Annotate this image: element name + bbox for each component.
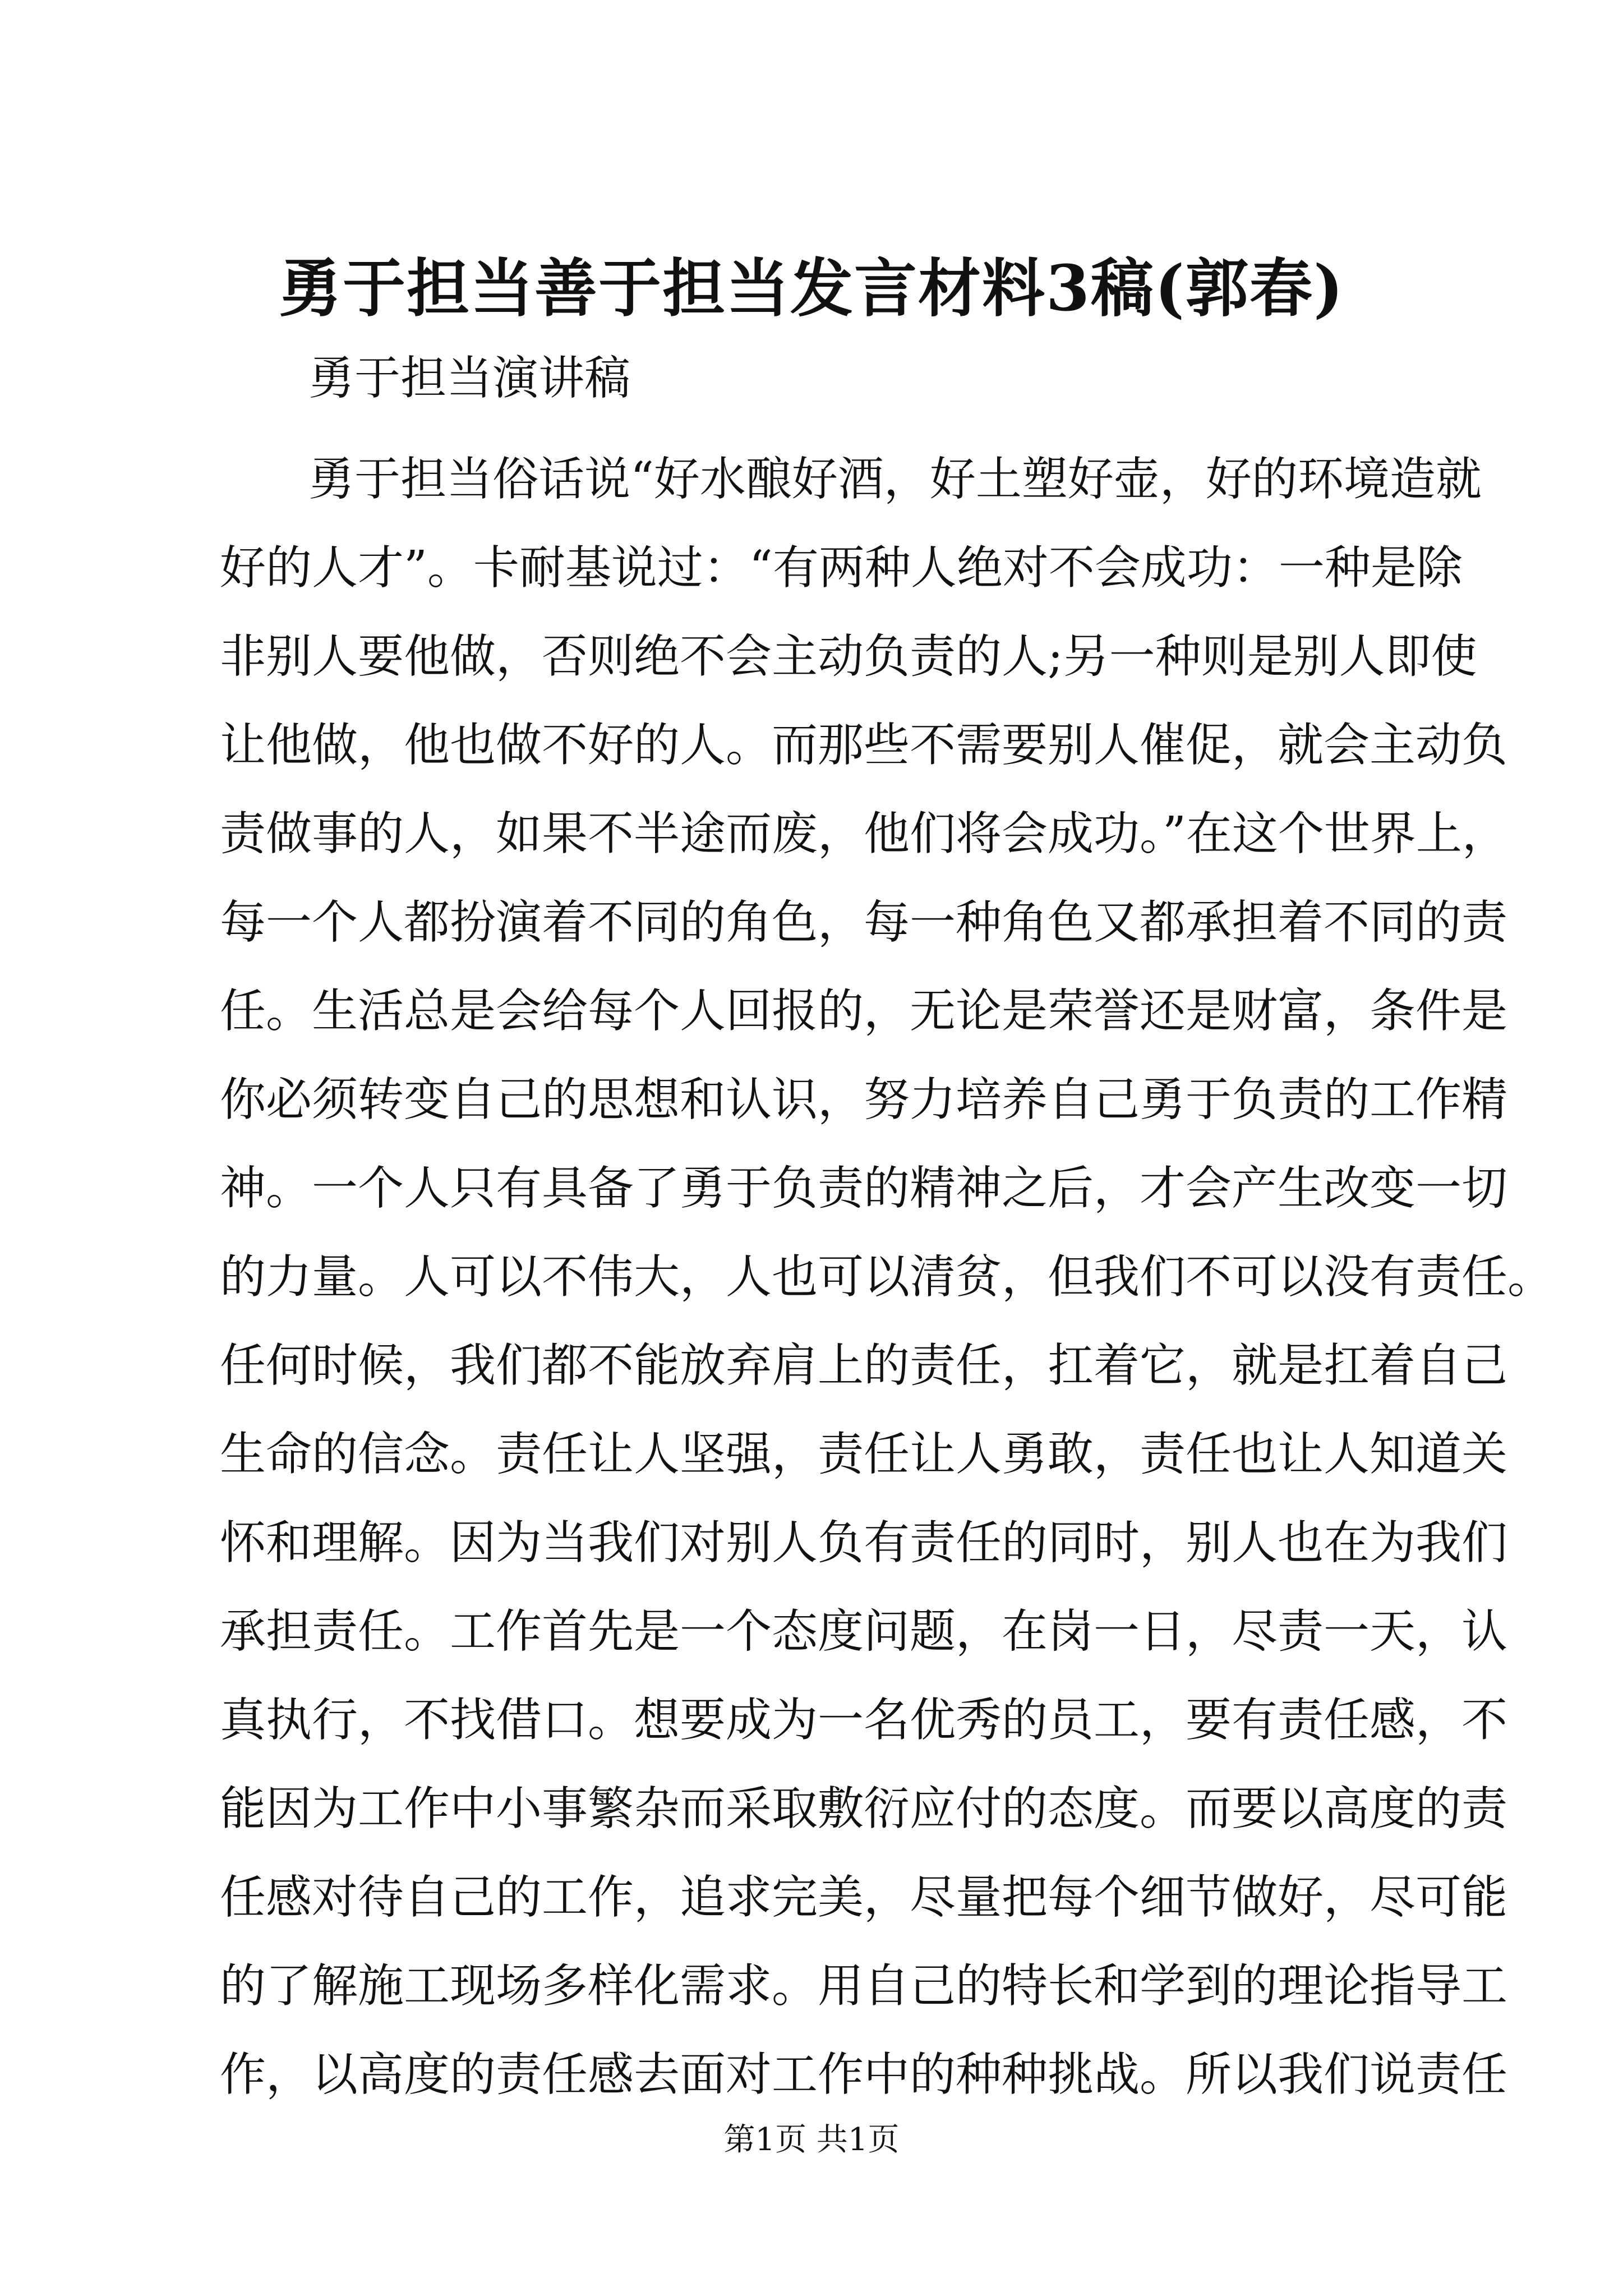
body-line: 真执行，不找借口。想要成为一名优秀的员工，要有责任感，不	[220, 1694, 1508, 1747]
body-line: 生命的信念。责任让人坚强，责任让人勇敢，责任也让人知道关	[220, 1428, 1508, 1481]
page-number-footer: 第1页 共1页	[723, 2122, 900, 2158]
body-line: 好的人才”。卡耐基说过：“有两种人绝对不会成功：一种是除	[220, 541, 1463, 595]
document-title: 勇于担当善于担当发言材料3稿(郭春)	[279, 252, 1344, 325]
document-subtitle: 勇于担当演讲稿	[308, 352, 631, 405]
body-line: 的了解施工现场多样化需求。用自己的特长和学到的理论指导工	[220, 1959, 1508, 2013]
body-line: 每一个人都扮演着不同的角色，每一种角色又都承担着不同的责	[220, 896, 1508, 949]
body-line: 你必须转变自己的思想和认识，努力培养自己勇于负责的工作精	[220, 1073, 1508, 1126]
body-line: 承担责任。工作首先是一个态度问题，在岗一日，尽责一天，认	[220, 1605, 1508, 1658]
body-line: 神。一个人只有具备了勇于负责的精神之后，才会产生改变一切	[220, 1162, 1508, 1215]
body-line: 非别人要他做，否则绝不会主动负责的人;另一种则是别人即使	[220, 630, 1477, 683]
body-line: 责做事的人，如果不半途而废，他们将会成功。”在这个世界上，	[220, 807, 1508, 861]
body-line: 能因为工作中小事繁杂而采取敷衍应付的态度。而要以高度的责	[220, 1782, 1508, 1835]
body-line: 让他做，他也做不好的人。而那些不需要别人催促，就会主动负	[220, 719, 1508, 772]
body-line: 作，以高度的责任感去面对工作中的种种挑战。所以我们说责任	[220, 2048, 1508, 2101]
body-line: 的力量。人可以不伟大，人也可以清贫，但我们不可以没有责任。	[220, 1250, 1554, 1304]
body-line: 任。生活总是会给每个人回报的，无论是荣誉还是财富，条件是	[220, 984, 1508, 1038]
body-line: 怀和理解。因为当我们对别人负有责任的同时，别人也在为我们	[220, 1516, 1508, 1570]
body-line: 任何时候，我们都不能放弃肩上的责任，扛着它，就是扛着自己	[220, 1339, 1508, 1392]
body-line: 勇于担当俗话说“好水酿好酒，好土塑好壶，好的环境造就	[308, 453, 1482, 506]
body-line: 任感对待自己的工作，追求完美，尽量把每个细节做好，尽可能	[220, 1871, 1508, 1924]
